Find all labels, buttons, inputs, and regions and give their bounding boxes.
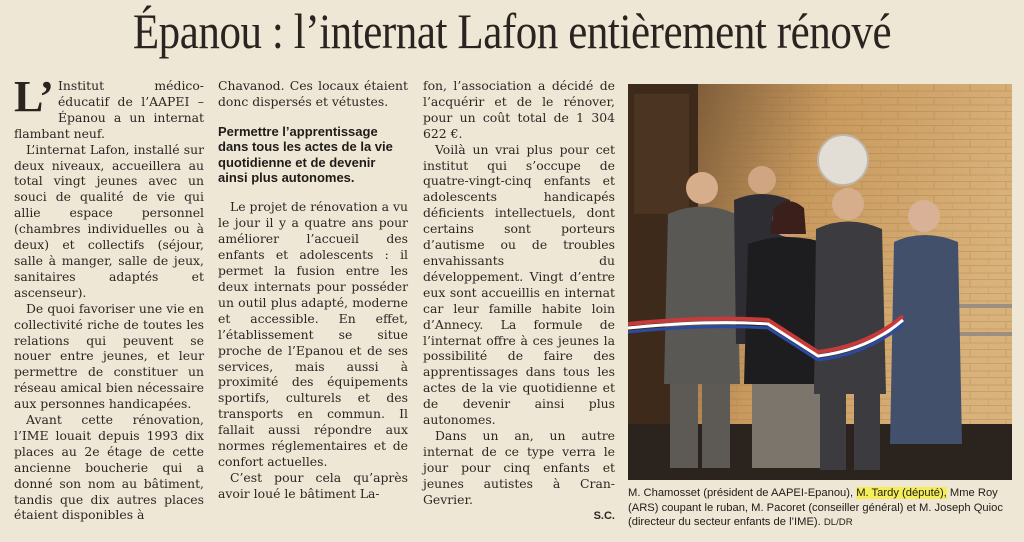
author-signature: S.C. — [593, 510, 615, 523]
paragraph: Avant cette rénovation, l’IME louait depuis 1993 dix places au 2e étage de cette ancienne boucherie qui a donné son nom au bâtiment, tandis que dix autres places étaient disponibles à — [14, 412, 204, 523]
lead-text: Permettre l’apprentissage dans tous les actes de la vie quotidienne et de devenir ainsi plus autonomes. — [218, 123, 393, 186]
article-column-2 — [218, 78, 408, 502]
ribbon-cutting-photo — [628, 84, 1012, 480]
photo-credit: DL/DR — [823, 517, 853, 529]
paragraph: De quoi favoriser une vie en collectivité riche de toutes les relations qui peuvent se nouer entre jeunes, et leur permettre de constituer un réseau amical bien nécessaire aux personnes handicapées. — [14, 300, 204, 412]
paragraph: Le projet de rénovation a vu le jour il y a quatre ans pour améliorer l’accueil des enfants et adolescents : il permet la fusion entre les deux internats pour posséder un outil plus adapté, moderne et accessible. En effet, l’établissement se situe proche de l’Epanou et de ses services, mais aussi à proximité des équipements sportifs, culturels et des transports en commun. Il fallait aussi répondre aux normes réglementaires et de confort actuelles. — [218, 199, 408, 469]
paragraph: fon, l’association a décidé de l’acquérir et de le rénover, pour un coût total de 1 304 622 €. — [423, 78, 615, 141]
intro-paragraph: L’ Institut médico-éducatif de l’AAPEI – Épanou a un internat flambant neuf. — [14, 72, 204, 141]
paragraph: L’internat Lafon, installé sur deux niveaux, accueillera au total vingt jeunes avec un souci de qualité de vie qui allie espace personnel (chambres individuelles ou à deux) et collectifs (séjour, salle à manger, salle de jeux, sanitaires adaptés et ascenseur). — [14, 141, 204, 300]
drop-cap: L’ — [14, 72, 54, 121]
headline: Épanou : l’internat Lafon entièrement rénové — [132, 3, 892, 59]
photo-caption: M. Chamosset (président de AAPEI-Epanou), M. Tardy (député), Mme Roy (ARS) coupant le ruban, M. Pacoret (conseiller général) et M. Joseph Quioc (directeur du secteur enfants de l’IME). DL/DR — [628, 487, 1003, 529]
photo-illustration — [628, 84, 1012, 480]
paragraph: Voilà un vrai plus pour cet institut qui s’occupe de quatre-vingt-cinq enfants et adolescents handicapés déficients intellectuels, dont certains sont porteurs d’autisme ou de troubles envahissants du développement. Vingt d’entre eux sont accueillis en internat car leur famille habite loin d’Annecy. La formule de l’internat offre à ces jeunes la possibilité de faire des apprentissages dans tous les actes de la vie quotidienne et de devenir ainsi plus autonomes. — [423, 141, 615, 428]
highlighted-name: M. Tardy (député), — [856, 487, 947, 499]
paragraph: Chavanod. Ces locaux étaient donc dispersés et vétustes. — [218, 78, 408, 109]
article-column-3 — [423, 78, 615, 525]
paragraph: C’est pour cela qu’après avoir loué le bâtiment La- — [218, 469, 408, 501]
paragraph: Dans un an, un autre internat de ce type verra le jour pour cinq enfants et jeunes autistes à Cran-Gevrier. — [423, 427, 615, 507]
article-column-1 — [14, 72, 204, 523]
